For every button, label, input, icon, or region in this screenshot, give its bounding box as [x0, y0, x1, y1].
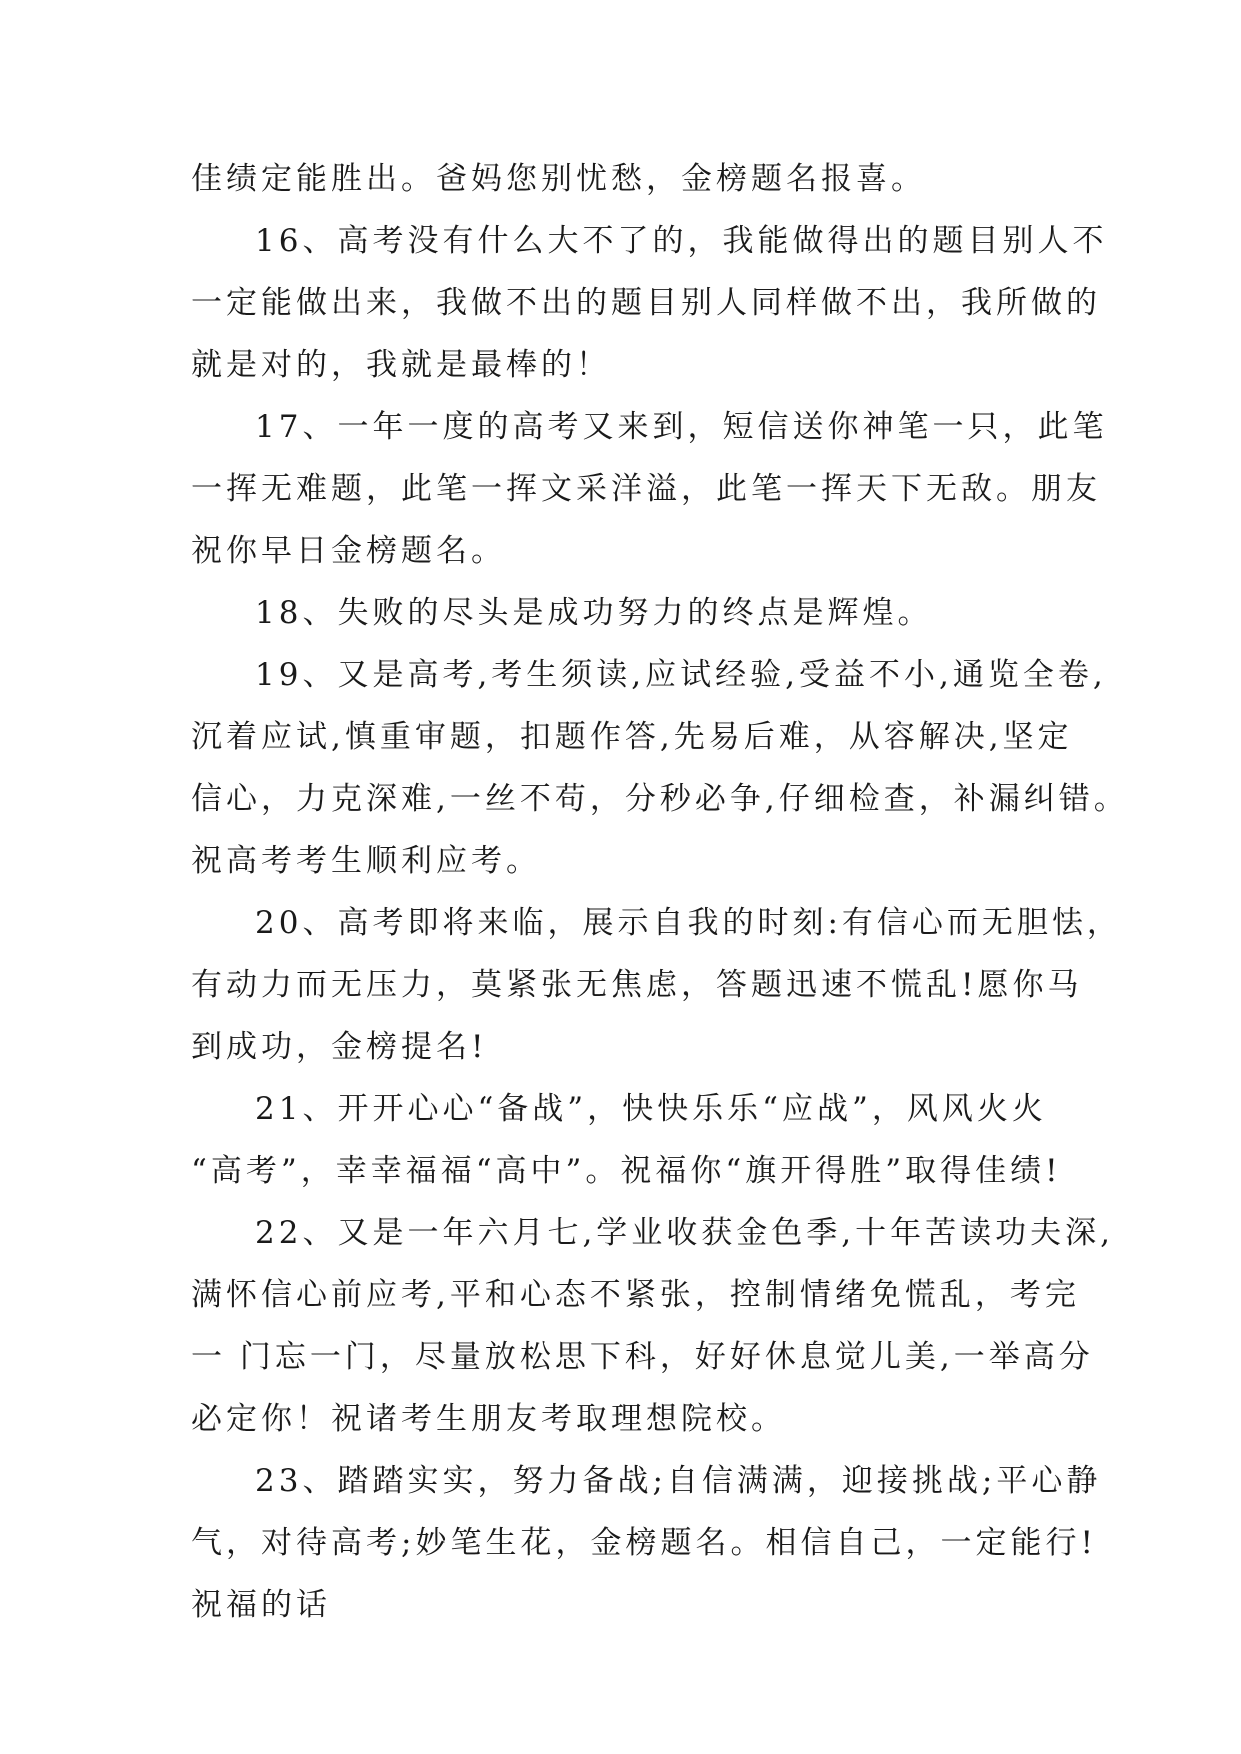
text-line: 19、又是高考,考生须读,应试经验,受益不小,通览全卷,: [255, 657, 1107, 693]
paragraph-19: [191, 644, 1129, 892]
text-line: 22、又是一年六月七,学业收获金色季,十年苦读功夫深,: [255, 1215, 1115, 1251]
text-line: 一 门忘一门，尽量放松思下科，好好休息觉儿美,一举高分: [191, 1339, 1094, 1375]
text-line: 一定能做出来，我做不出的题目别人同样做不出，我所做的: [191, 285, 1101, 321]
text-line: 信心，力克深难,一丝不苟，分秒必争,仔细检查，补漏纠错。: [191, 781, 1129, 817]
paragraph-17: [191, 396, 1108, 582]
text-line: 气，对待高考;妙笔生花，金榜题名。相信自己，一定能行!: [191, 1525, 1097, 1561]
paragraph-16: [191, 210, 1108, 396]
paragraph-continuation: [191, 148, 1051, 210]
text-line: 到成功，金榜提名!: [191, 1029, 488, 1065]
text-line: 23、踏踏实实，努力备战;自信满满，迎接挑战;平心静: [255, 1463, 1102, 1499]
text-line: 一挥无难题，此笔一挥文采洋溢，此笔一挥天下无敌。朋友: [191, 471, 1101, 507]
text-line: 祝高考考生顺利应考。: [191, 843, 541, 879]
paragraph-21: [191, 1078, 1062, 1202]
text-line: 必定你！祝诸考生朋友考取理想院校。: [191, 1401, 786, 1437]
document-body: [191, 148, 1129, 1636]
text-line: 佳绩定能胜出。爸妈您别忧愁，金榜题名报喜。: [191, 161, 926, 197]
text-line: 祝福的话: [191, 1587, 331, 1623]
text-line: “高考”，幸幸福福“高中”。祝福你“旗开得胜”取得佳绩!: [191, 1153, 1062, 1189]
text-line: 21、开开心心“备战”，快快乐乐“应战”，风风火火: [255, 1091, 1047, 1127]
text-line: 20、高考即将来临，展示自我的时刻:有信心而无胆怯，: [255, 905, 1122, 941]
text-line: 满怀信心前应考,平和心态不紧张，控制情绪免慌乱，考完: [191, 1277, 1080, 1313]
text-line: 17、一年一度的高考又来到，短信送你神笔一只，此笔: [255, 409, 1108, 445]
text-line: 就是对的，我就是最棒的！: [191, 347, 611, 383]
paragraph-23: [191, 1450, 1102, 1636]
text-line: 祝你早日金榜题名。: [191, 533, 506, 569]
paragraph-22: [191, 1202, 1115, 1450]
text-line: 18、失败的尽头是成功努力的终点是辉煌。: [255, 595, 933, 631]
text-line: 沉着应试,慎重审题，扣题作答,先易后难，从容解决,坚定: [191, 719, 1073, 755]
text-line: 16、高考没有什么大不了的，我能做得出的题目别人不: [255, 223, 1108, 259]
paragraph-20: [191, 892, 1122, 1078]
paragraph-18: [191, 582, 1051, 644]
text-line: 有动力而无压力，莫紧张无焦虑，答题迅速不慌乱!愿你马: [191, 967, 1083, 1003]
